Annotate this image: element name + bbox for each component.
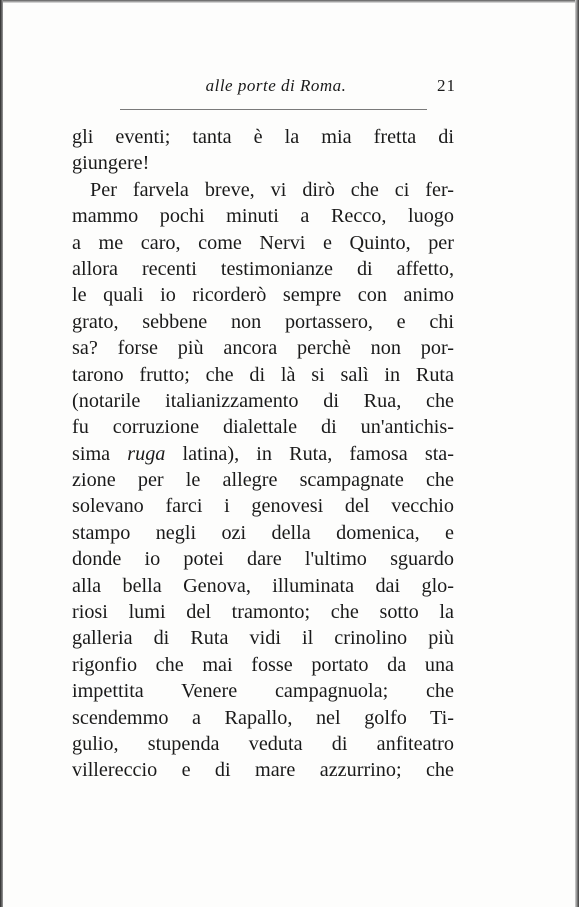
page-edge-left [0, 0, 3, 907]
page-header [72, 76, 456, 100]
text-line: galleria di Ruta vidi il crinolino più [72, 627, 454, 650]
text-line: tarono frutto; che di là si salì in Ruta [72, 363, 454, 386]
text-line [72, 441, 454, 467]
text-line: mammo pochi minuti a Recco, luogo [72, 205, 454, 228]
text-line: fu corruzione dialettale di un'antichis- [72, 416, 454, 439]
text-line: zione per le allegre scampagnate che [72, 469, 454, 492]
running-title: alle porte di Roma. [205, 76, 347, 95]
text-line: le quali io ricorderò sempre con animo [72, 284, 454, 307]
text-line-start: sima [72, 442, 128, 465]
text-line: giungere! [72, 152, 150, 175]
text-line: Per farvela breve, vi dirò che ci fer- [90, 178, 454, 201]
text-line: solevano farci i genovesi del vecchio [72, 495, 454, 518]
page-edge-top [0, 0, 579, 3]
italic-word: ruga [127, 442, 166, 465]
page-edge-right [575, 0, 579, 907]
text-line: rigonfio che mai fosse portato da una [72, 653, 454, 676]
text-line: a me caro, come Nervi e Quinto, per [72, 231, 454, 254]
text-line: (notarile italianizzamento di Rua, che [72, 389, 454, 412]
body-text [72, 124, 454, 784]
text-line-end: latina), in Ruta, famosa sta- [165, 442, 454, 465]
page-number: 21 [437, 76, 456, 95]
text-line: donde io potei dare l'ultimo sguardo [72, 548, 454, 571]
text-line: grato, sebbene non portassero, e chi [72, 310, 454, 333]
text-line: gli eventi; tanta è la mia fretta di [72, 126, 454, 148]
text-line: sa? forse più ancora perchè non por- [72, 337, 454, 360]
text-line: gulio, stupenda veduta di anfiteatro [72, 732, 454, 755]
text-line: scendemmo a Rapallo, nel golfo Ti- [72, 706, 454, 729]
header-rule [120, 109, 427, 110]
text-line: riosi lumi del tramonto; che sotto la [72, 601, 454, 624]
text-line: stampo negli ozi della domenica, e [72, 521, 454, 544]
text-line: impettita Venere campagnuola; che [72, 680, 454, 703]
text-line: alla bella Genova, illuminata dai glo- [72, 574, 454, 597]
text-line: villereccio e di mare azzurrino; che [72, 759, 454, 782]
text-line: allora recenti testimonianze di affetto, [72, 257, 454, 280]
